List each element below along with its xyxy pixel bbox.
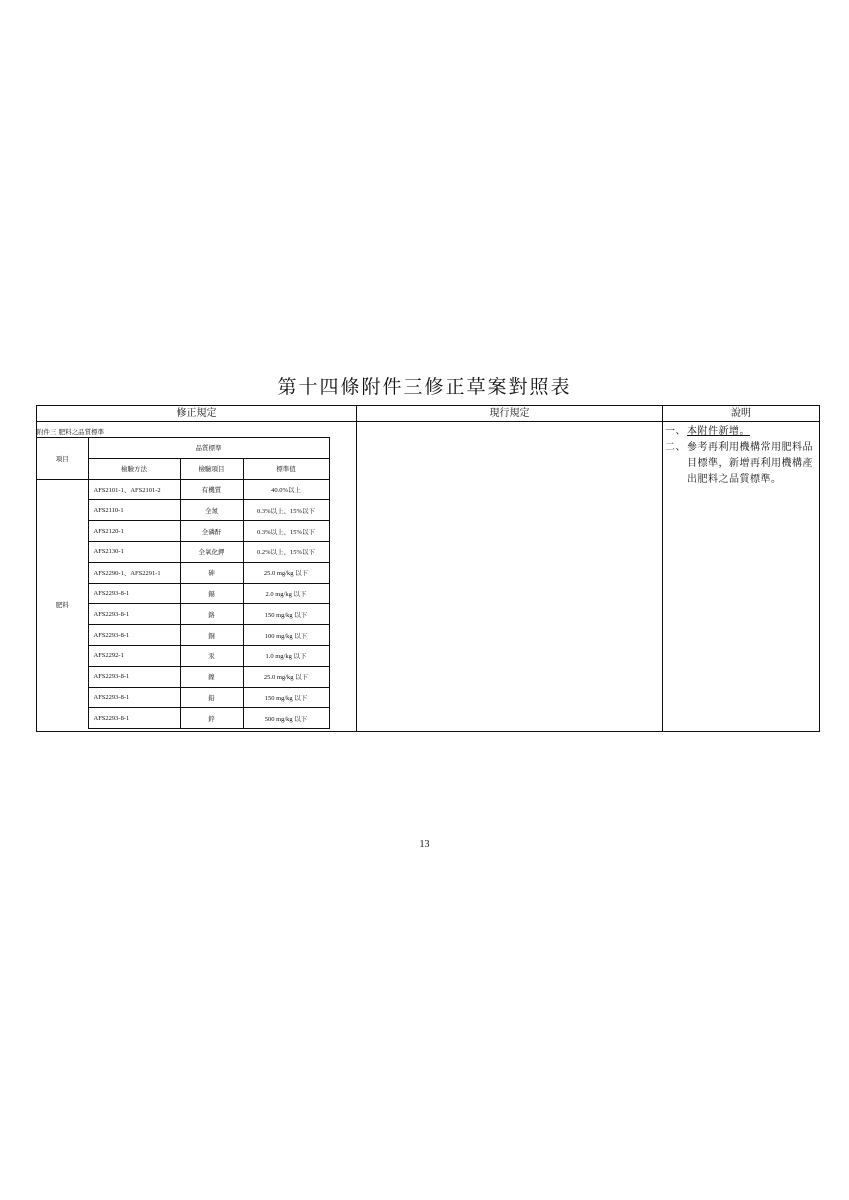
comparison-table bbox=[36, 405, 820, 732]
current-cell bbox=[357, 422, 663, 732]
page-title: 第十四條附件三修正草案對照表 bbox=[277, 376, 572, 398]
revised-column-header: 修正規定 bbox=[37, 406, 357, 422]
quality-header: 品質標準 bbox=[88, 438, 329, 459]
test-item-cell: 鎘 bbox=[180, 583, 243, 604]
annex-title: 附件三 肥料之品質標準 bbox=[37, 428, 105, 436]
method-cell: AFS2293-8-1 bbox=[88, 708, 180, 729]
test-item-cell: 鎳 bbox=[180, 666, 243, 687]
test-item-cell: 全磷酐 bbox=[180, 521, 243, 542]
standard-header: 標準值 bbox=[243, 458, 329, 479]
standard-value-cell: 100 mg/kg 以下 bbox=[243, 625, 329, 646]
standard-value-cell: 40.0%以上 bbox=[243, 479, 329, 500]
test-item-header: 檢驗項目 bbox=[180, 458, 243, 479]
standard-value-cell: 2.0 mg/kg 以下 bbox=[243, 583, 329, 604]
standard-value-cell: 0.3%以上、15%以下 bbox=[243, 500, 329, 521]
standard-value-cell: 150 mg/kg 以下 bbox=[243, 604, 329, 625]
explanation-item-1: 一、 本附件新增。 bbox=[665, 426, 750, 437]
test-item-cell: 全氧化鉀 bbox=[180, 541, 243, 562]
test-item-cell: 汞 bbox=[180, 645, 243, 666]
standard-value-cell: 25.0 mg/kg 以下 bbox=[243, 562, 329, 583]
test-item-cell: 鉻 bbox=[180, 604, 243, 625]
method-cell: AFS2293-8-1 bbox=[88, 625, 180, 646]
test-item-cell: 銅 bbox=[180, 625, 243, 646]
page-number: 13 bbox=[419, 839, 430, 850]
explanation-cell bbox=[663, 422, 820, 732]
test-item-cell: 砷 bbox=[180, 562, 243, 583]
standard-value-cell: 1.0 mg/kg 以下 bbox=[243, 645, 329, 666]
standard-value-cell: 150 mg/kg 以下 bbox=[243, 687, 329, 708]
test-item-cell: 鋅 bbox=[180, 708, 243, 729]
method-cell: AFS2130-1 bbox=[88, 541, 180, 562]
explanation-item-2: 二、 參考再利用機構常用肥料品目標準，新增再利用機構產出肥料之品質標準。 bbox=[665, 442, 813, 485]
standard-value-cell: 0.2%以上、15%以下 bbox=[243, 541, 329, 562]
quality-standard-table bbox=[37, 437, 357, 729]
method-cell: AFS2290-1、AFS2291-1 bbox=[88, 562, 180, 583]
test-item-cell: 鉛 bbox=[180, 687, 243, 708]
method-cell: AFS2293-8-1 bbox=[88, 666, 180, 687]
method-cell: AFS2110-1 bbox=[88, 500, 180, 521]
table-row bbox=[37, 479, 357, 500]
item-header: 項目 bbox=[37, 438, 88, 480]
method-cell: AFS2293-8-1 bbox=[88, 687, 180, 708]
standard-value-cell: 500 mg/kg 以下 bbox=[243, 708, 329, 729]
method-cell: AFS2292-1 bbox=[88, 645, 180, 666]
method-cell: AFS2101-1、AFS2101-2 bbox=[88, 479, 180, 500]
test-item-cell: 有機質 bbox=[180, 479, 243, 500]
standard-value-cell: 25.0 mg/kg 以下 bbox=[243, 666, 329, 687]
method-header: 檢驗方法 bbox=[88, 458, 180, 479]
standard-value-cell: 0.3%以上、15%以下 bbox=[243, 521, 329, 542]
method-cell: AFS2120-1 bbox=[88, 521, 180, 542]
revised-cell bbox=[37, 422, 357, 732]
explanation-column-header: 說明 bbox=[663, 406, 820, 422]
test-item-cell: 全氮 bbox=[180, 500, 243, 521]
method-cell: AFS2293-8-1 bbox=[88, 583, 180, 604]
category-cell: 肥料 bbox=[37, 479, 88, 729]
method-cell: AFS2293-8-1 bbox=[88, 604, 180, 625]
current-column-header: 現行規定 bbox=[357, 406, 663, 422]
